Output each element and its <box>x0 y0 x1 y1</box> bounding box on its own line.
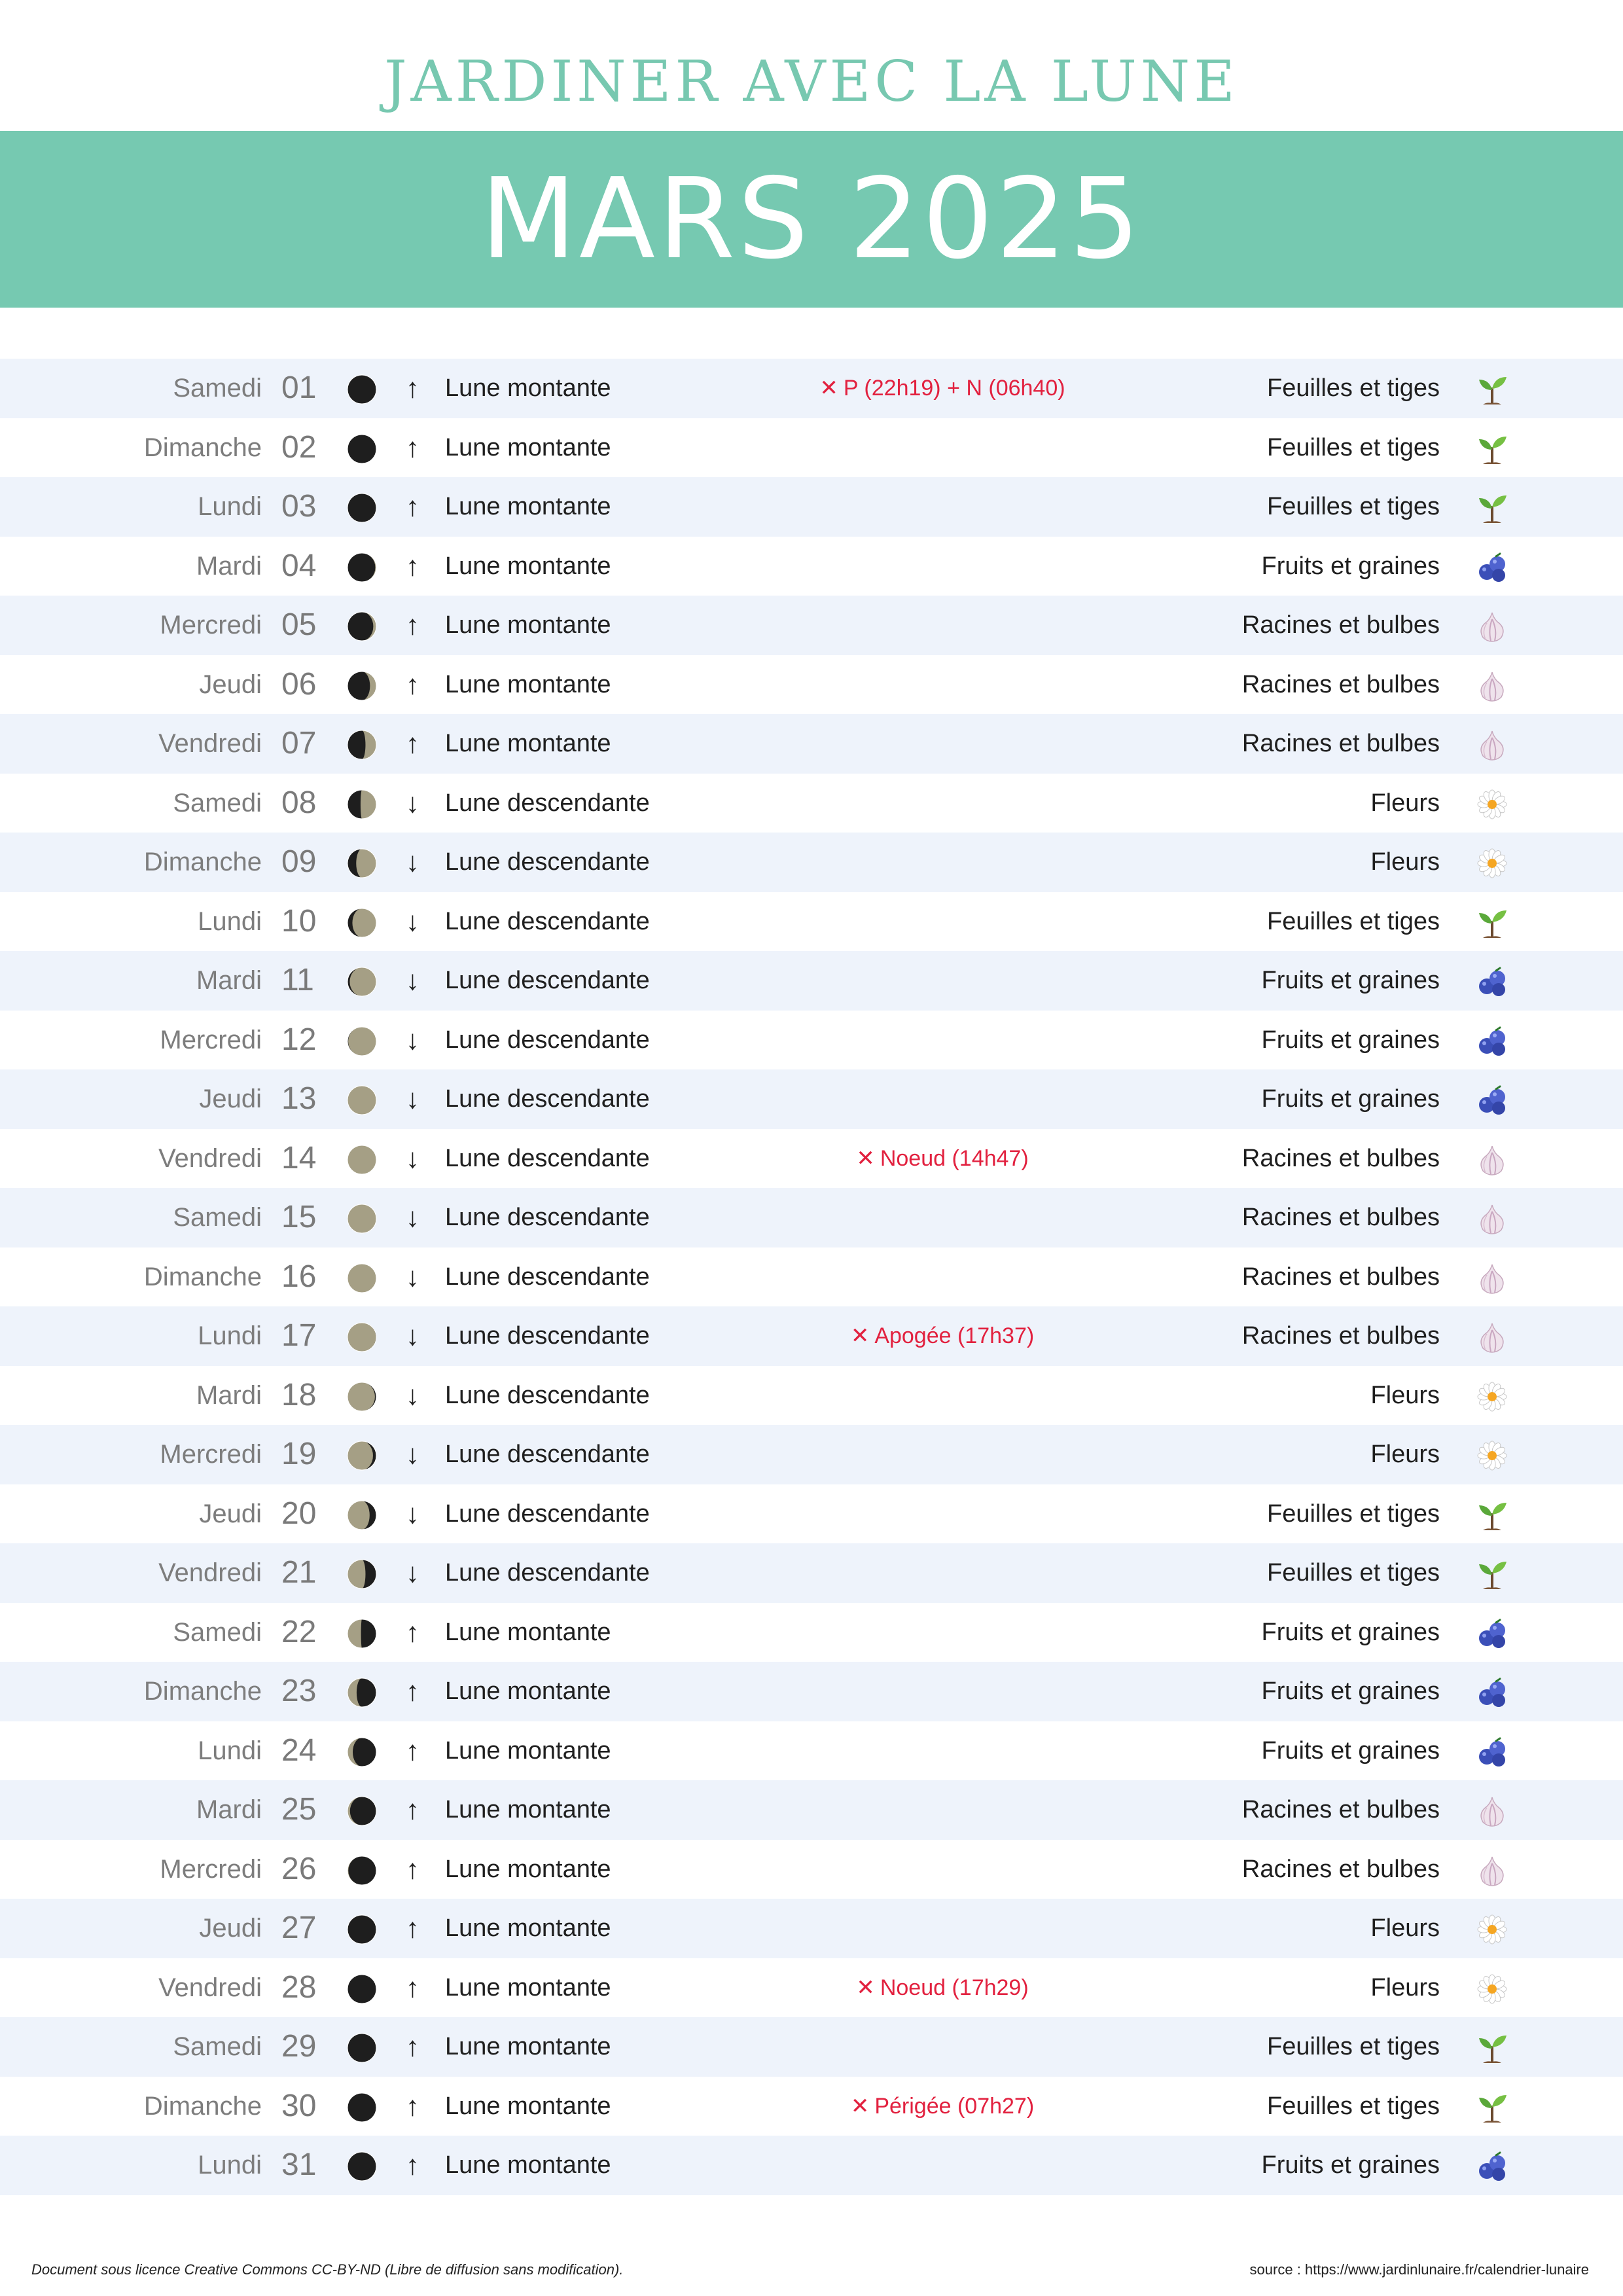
cross-icon: ✕ <box>850 1323 870 1348</box>
table-row <box>0 1543 1623 1603</box>
moon-phase-icon <box>345 2092 379 2123</box>
moon-trend: Lune descendante <box>445 1499 650 1528</box>
plant-category: Feuilles et tiges <box>1266 2033 1440 2060</box>
weekday: Vendredi <box>158 1143 262 1173</box>
day-number: 31 <box>281 2147 317 2182</box>
arrow-up-icon: ↑ <box>406 1734 419 1766</box>
arrow-down-icon: ↓ <box>406 1320 419 1351</box>
seedling-icon <box>1474 2032 1510 2064</box>
table-row <box>0 1721 1623 1781</box>
moon-trend: Lune montante <box>445 374 611 402</box>
cross-icon: ✕ <box>850 2093 870 2119</box>
table-row <box>0 596 1623 655</box>
moon-trend: Lune descendante <box>445 1441 650 1468</box>
weekday: Mardi <box>196 551 262 581</box>
table-row <box>0 2077 1623 2136</box>
weekday: Lundi <box>198 906 262 936</box>
day-number: 07 <box>281 726 317 761</box>
plant-category: Fleurs <box>1370 848 1440 876</box>
seedling-icon <box>1474 1499 1510 1532</box>
weekday: Jeudi <box>199 1085 262 1113</box>
weekday: Mardi <box>196 966 262 995</box>
moon-trend: Lune descendante <box>445 1144 650 1172</box>
table-row <box>0 1306 1623 1366</box>
arrow-up-icon: ↑ <box>406 1616 419 1647</box>
plant-category: Racines et bulbes <box>1241 611 1440 639</box>
arrow-down-icon: ↓ <box>406 787 419 818</box>
moon-event <box>720 1958 1165 2018</box>
blueberries-icon <box>1474 1084 1510 1117</box>
blueberries-icon <box>1474 551 1510 584</box>
moon-trend: Lune descendante <box>445 789 650 817</box>
table-row <box>0 1840 1623 1899</box>
day-number: 13 <box>281 1081 317 1116</box>
day-number: 28 <box>281 1969 317 2005</box>
weekday: Jeudi <box>199 1499 262 1528</box>
moon-trend: Lune descendante <box>445 848 650 876</box>
table-row <box>0 1188 1623 1247</box>
weekday: Lundi <box>198 1321 262 1350</box>
arrow-down-icon: ↓ <box>406 1439 419 1469</box>
plant-category: Fleurs <box>1370 1914 1440 1942</box>
moon-phase-icon <box>345 1618 379 1649</box>
table-row <box>0 418 1623 478</box>
moon-trend: Lune descendante <box>445 1204 650 1231</box>
garlic-icon <box>1474 1795 1510 1827</box>
table-row <box>0 1366 1623 1426</box>
arrow-down-icon: ↓ <box>406 1083 419 1114</box>
arrow-up-icon: ↑ <box>406 372 419 403</box>
moon-phase-icon <box>345 492 379 524</box>
weekday: Samedi <box>173 788 262 817</box>
moon-trend: Lune montante <box>445 1914 611 1942</box>
moon-trend: Lune montante <box>445 2151 611 2179</box>
day-number: 24 <box>281 1732 317 1768</box>
arrow-up-icon: ↑ <box>406 2031 419 2062</box>
plant-category: Feuilles et tiges <box>1266 1499 1440 1528</box>
day-number: 22 <box>281 1614 317 1649</box>
moon-phase-icon <box>345 433 379 465</box>
arrow-up-icon: ↑ <box>406 491 419 522</box>
arrow-down-icon: ↓ <box>406 965 419 996</box>
arrow-down-icon: ↓ <box>406 1498 419 1529</box>
moon-phase-icon <box>345 2032 379 2064</box>
table-row <box>0 359 1623 418</box>
day-number: 27 <box>281 1910 317 1945</box>
moon-phase-icon <box>345 670 379 702</box>
event-label: Apogée (17h37) <box>874 1323 1035 1348</box>
calendar-table <box>0 359 1623 2195</box>
arrow-up-icon: ↑ <box>406 609 419 640</box>
moon-trend: Lune montante <box>445 1855 611 1883</box>
arrow-down-icon: ↓ <box>406 1202 419 1232</box>
plant-category: Fleurs <box>1370 1441 1440 1468</box>
table-row <box>0 1069 1623 1129</box>
table-row <box>0 1780 1623 1840</box>
day-number: 17 <box>281 1318 317 1353</box>
arrow-down-icon: ↓ <box>406 1557 419 1588</box>
moon-trend: Lune montante <box>445 552 611 580</box>
table-row <box>0 892 1623 952</box>
moon-trend: Lune descendante <box>445 1559 650 1587</box>
table-row <box>0 1425 1623 1484</box>
table-row <box>0 1662 1623 1721</box>
weekday: Samedi <box>173 2032 262 2061</box>
plant-category: Fleurs <box>1370 1973 1440 2001</box>
table-row <box>0 1603 1623 1662</box>
weekday: Mercredi <box>160 1025 262 1054</box>
moon-phase-icon <box>345 374 379 405</box>
weekday: Lundi <box>198 2151 262 2179</box>
day-number: 20 <box>281 1496 317 1531</box>
moon-phase-icon <box>345 1144 379 1175</box>
day-number: 03 <box>281 489 317 524</box>
moon-trend: Lune descendante <box>445 1322 650 1350</box>
moon-phase-icon <box>345 1677 379 1708</box>
day-number: 14 <box>281 1140 317 1175</box>
moon-trend: Lune montante <box>445 670 611 698</box>
arrow-up-icon: ↑ <box>406 668 419 700</box>
weekday: Mercredi <box>160 1440 262 1469</box>
moon-trend: Lune montante <box>445 2033 611 2060</box>
plant-category: Fruits et graines <box>1261 1736 1440 1765</box>
day-number: 05 <box>281 607 317 642</box>
seedling-icon <box>1474 492 1510 524</box>
arrow-up-icon: ↑ <box>406 431 419 463</box>
seedling-icon <box>1474 2091 1510 2124</box>
moon-trend: Lune montante <box>445 1973 611 2001</box>
seedling-icon <box>1474 373 1510 406</box>
moon-phase-icon <box>345 729 379 761</box>
seedling-icon <box>1474 1558 1510 1590</box>
day-number: 25 <box>281 1792 317 1827</box>
weekday: Lundi <box>198 1736 262 1765</box>
plant-category: Racines et bulbes <box>1241 670 1440 698</box>
plant-category: Fruits et graines <box>1261 1618 1440 1646</box>
plant-category: Fruits et graines <box>1261 1026 1440 1054</box>
day-number: 12 <box>281 1022 317 1057</box>
plant-category: Fruits et graines <box>1261 1085 1440 1113</box>
plant-category: Feuilles et tiges <box>1266 374 1440 402</box>
moon-phase-icon <box>345 1203 379 1234</box>
moon-trend: Lune montante <box>445 2092 611 2120</box>
plant-category: Feuilles et tiges <box>1266 907 1440 935</box>
source-note: source : https://www.jardinlunaire.fr/calendrier-lunaire <box>1249 2261 1589 2278</box>
cross-icon: ✕ <box>856 1145 875 1171</box>
moon-phase-icon <box>345 1263 379 1294</box>
moon-phase-icon <box>345 1085 379 1116</box>
weekday: Mercredi <box>160 1854 262 1884</box>
month-title: MARS 2025 <box>480 154 1143 284</box>
arrow-down-icon: ↓ <box>406 905 419 937</box>
arrow-down-icon: ↓ <box>406 1142 419 1174</box>
garlic-icon <box>1474 1262 1510 1295</box>
table-row <box>0 714 1623 774</box>
weekday: Dimanche <box>143 1677 262 1706</box>
plant-category: Racines et bulbes <box>1241 730 1440 757</box>
blueberries-icon <box>1474 1676 1510 1709</box>
moon-trend: Lune descendante <box>445 907 650 935</box>
weekday: Mardi <box>196 1380 262 1410</box>
weekday: Samedi <box>173 1203 262 1232</box>
table-row <box>0 774 1623 833</box>
seedling-icon <box>1474 433 1510 465</box>
blueberries-icon <box>1474 2150 1510 2183</box>
plant-category: Feuilles et tiges <box>1266 1559 1440 1587</box>
arrow-up-icon: ↑ <box>406 2149 419 2180</box>
arrow-down-icon: ↓ <box>406 1024 419 1055</box>
weekday: Dimanche <box>143 1262 262 1291</box>
table-row <box>0 2136 1623 2195</box>
day-number: 29 <box>281 2029 317 2064</box>
moon-phase-icon <box>345 789 379 820</box>
month-banner <box>0 131 1623 308</box>
daisy-icon <box>1474 788 1510 821</box>
plant-category: Feuilles et tiges <box>1266 2092 1440 2120</box>
blueberries-icon <box>1474 1025 1510 1058</box>
day-number: 26 <box>281 1851 317 1886</box>
garlic-icon <box>1474 1143 1510 1176</box>
weekday: Samedi <box>173 374 262 403</box>
table-row <box>0 1899 1623 1958</box>
arrow-up-icon: ↑ <box>406 1971 419 2003</box>
moon-trend: Lune montante <box>445 1736 611 1765</box>
day-number: 11 <box>281 963 314 997</box>
weekday: Jeudi <box>199 1914 262 1943</box>
moon-phase-icon <box>345 2151 379 2182</box>
moon-trend: Lune montante <box>445 1796 611 1823</box>
table-row <box>0 1958 1623 2018</box>
daisy-icon <box>1474 1439 1510 1472</box>
weekday: Dimanche <box>143 433 262 462</box>
day-number: 06 <box>281 666 317 702</box>
plant-category: Racines et bulbes <box>1241 1204 1440 1231</box>
plant-category: Fleurs <box>1370 789 1440 817</box>
moon-trend: Lune montante <box>445 1677 611 1705</box>
event-label: Périgée (07h27) <box>874 2093 1035 2119</box>
moon-trend: Lune descendante <box>445 967 650 994</box>
event-label: P (22h19) + N (06h40) <box>843 376 1065 401</box>
daisy-icon <box>1474 847 1510 880</box>
moon-trend: Lune descendante <box>445 1263 650 1291</box>
moon-event <box>720 1129 1165 1189</box>
weekday: Dimanche <box>143 848 262 876</box>
day-number: 04 <box>281 548 317 583</box>
moon-phase-icon <box>345 1558 379 1590</box>
arrow-down-icon: ↓ <box>406 1379 419 1410</box>
moon-trend: Lune montante <box>445 433 611 461</box>
moon-phase-icon <box>345 1321 379 1353</box>
table-row <box>0 477 1623 537</box>
moon-phase-icon <box>345 1973 379 2005</box>
moon-trend: Lune descendante <box>445 1381 650 1409</box>
table-row <box>0 951 1623 1011</box>
day-number: 09 <box>281 844 317 879</box>
day-number: 23 <box>281 1674 317 1708</box>
moon-trend: Lune montante <box>445 611 611 639</box>
table-row <box>0 1247 1623 1307</box>
plant-category: Feuilles et tiges <box>1266 493 1440 520</box>
day-number: 18 <box>281 1377 317 1412</box>
day-number: 30 <box>281 2088 317 2123</box>
weekday: Samedi <box>173 1617 262 1647</box>
arrow-up-icon: ↑ <box>406 1853 419 1884</box>
garlic-icon <box>1474 1854 1510 1887</box>
arrow-up-icon: ↑ <box>406 550 419 581</box>
arrow-up-icon: ↑ <box>406 1912 419 1943</box>
weekday: Jeudi <box>199 670 262 699</box>
daisy-icon <box>1474 1380 1510 1413</box>
table-row <box>0 1484 1623 1544</box>
moon-phase-icon <box>345 1855 379 1886</box>
moon-phase-icon <box>345 1795 379 1827</box>
cross-icon: ✕ <box>819 376 838 401</box>
moon-phase-icon <box>345 611 379 642</box>
garlic-icon <box>1474 610 1510 643</box>
arrow-up-icon: ↑ <box>406 728 419 759</box>
moon-trend: Lune descendante <box>445 1026 650 1054</box>
garlic-icon <box>1474 728 1510 761</box>
weekday: Mardi <box>196 1795 262 1824</box>
table-row <box>0 537 1623 596</box>
license-note: Document sous licence Creative Commons CC-BY-ND (Libre de diffusion sans modification). <box>31 2261 624 2278</box>
moon-event <box>720 2077 1165 2136</box>
moon-phase-icon <box>345 1914 379 1945</box>
weekday: Vendredi <box>158 1558 262 1587</box>
day-number: 16 <box>281 1259 317 1294</box>
arrow-down-icon: ↓ <box>406 1261 419 1292</box>
cross-icon: ✕ <box>856 1975 875 2000</box>
moon-trend: Lune descendante <box>445 1085 650 1113</box>
plant-category: Racines et bulbes <box>1241 1263 1440 1291</box>
blueberries-icon <box>1474 1736 1510 1768</box>
plant-category: Racines et bulbes <box>1241 1796 1440 1823</box>
moon-phase-icon <box>345 966 379 997</box>
moon-event <box>720 359 1165 418</box>
day-number: 21 <box>281 1555 317 1590</box>
table-row <box>0 1011 1623 1070</box>
plant-category: Racines et bulbes <box>1241 1855 1440 1883</box>
day-number: 02 <box>281 429 317 465</box>
arrow-down-icon: ↓ <box>406 846 419 877</box>
moon-phase-icon <box>345 907 379 939</box>
weekday: Mercredi <box>160 611 262 639</box>
moon-phase-icon <box>345 1736 379 1768</box>
moon-trend: Lune montante <box>445 730 611 757</box>
moon-phase-icon <box>345 1499 379 1531</box>
moon-phase-icon <box>345 1026 379 1057</box>
plant-category: Fruits et graines <box>1261 967 1440 994</box>
plant-category: Racines et bulbes <box>1241 1144 1440 1172</box>
plant-category: Fruits et graines <box>1261 552 1440 580</box>
moon-event <box>720 1306 1165 1366</box>
table-row <box>0 833 1623 892</box>
table-row <box>0 655 1623 715</box>
supertitle: JARDINER AVEC LA LUNE <box>384 49 1239 115</box>
day-number: 19 <box>281 1437 317 1471</box>
blueberries-icon <box>1474 965 1510 998</box>
weekday: Vendredi <box>158 729 262 758</box>
daisy-icon <box>1474 1973 1510 2005</box>
arrow-up-icon: ↑ <box>406 1794 419 1825</box>
event-label: Noeud (14h47) <box>880 1145 1029 1171</box>
garlic-icon <box>1474 670 1510 702</box>
plant-category: Fruits et graines <box>1261 1677 1440 1705</box>
plant-category: Fruits et graines <box>1261 2151 1440 2179</box>
seedling-icon <box>1474 906 1510 939</box>
moon-trend: Lune montante <box>445 493 611 520</box>
garlic-icon <box>1474 1202 1510 1235</box>
table-row <box>0 1129 1623 1189</box>
weekday: Vendredi <box>158 1973 262 2002</box>
moon-phase-icon <box>345 552 379 583</box>
day-number: 15 <box>281 1200 317 1234</box>
weekday: Lundi <box>198 492 262 521</box>
day-number: 10 <box>281 903 317 939</box>
daisy-icon <box>1474 1913 1510 1946</box>
blueberries-icon <box>1474 1617 1510 1650</box>
plant-category: Feuilles et tiges <box>1266 433 1440 461</box>
arrow-up-icon: ↑ <box>406 1676 419 1706</box>
plant-category: Fleurs <box>1370 1381 1440 1409</box>
garlic-icon <box>1474 1321 1510 1354</box>
event-label: Noeud (17h29) <box>880 1975 1029 2000</box>
moon-phase-icon <box>345 1381 379 1412</box>
plant-category: Racines et bulbes <box>1241 1322 1440 1350</box>
day-number: 08 <box>281 785 317 820</box>
arrow-up-icon: ↑ <box>406 2090 419 2121</box>
moon-phase-icon <box>345 1440 379 1471</box>
moon-phase-icon <box>345 848 379 879</box>
moon-trend: Lune montante <box>445 1618 611 1646</box>
table-row <box>0 2017 1623 2077</box>
weekday: Dimanche <box>143 2091 262 2121</box>
day-number: 01 <box>281 370 317 405</box>
